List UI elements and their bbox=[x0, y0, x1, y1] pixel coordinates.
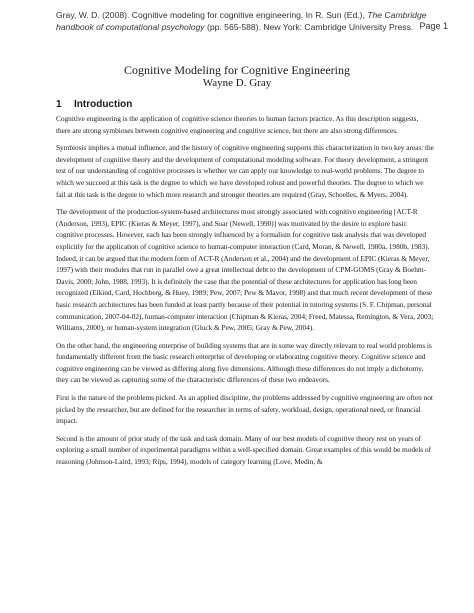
page-number: Page 1 bbox=[419, 21, 448, 31]
citation-text: Gray, W. D. (2008). Cognitive modeling for cognitive engineering. In R. Sun (Ed.), bbox=[56, 10, 368, 20]
paragraph: Symbiosis implies a mutual influence, and the history of cognitive engineering supports this characterization in two key areas: the development of cognitive theory and the development of computational modeling software. For theory development, a stringent test of our understanding of cognitive processes is whether we can apply our knowledge to real-world problems. The degree to which we succeed at this task is the degree to which we have developed robust and powerful theories. The degree to which we fail at this task is the degree to which more research and stronger theories are required (Gray, Schoelles, & Myers, 2004). bbox=[56, 143, 434, 199]
section-heading bbox=[56, 99, 132, 110]
paper-title: Cognitive Modeling for Cognitive Engineering bbox=[124, 63, 350, 77]
paper-author: Wayne D. Gray bbox=[202, 77, 272, 89]
section-number: 1 bbox=[56, 99, 62, 110]
body-text bbox=[56, 113, 434, 474]
paragraph: Second is the amount of prior study of the task and task domain. Many of our best models of cognitive theory rest on years of exploring a small number of experimental paradigms within a well-specified domain. Great examples of this would be models of reasoning (Johnson-Laird, 1993; Rips, 1994), models of category learning (Love, Medin, & bbox=[56, 433, 431, 467]
section-title: Introduction bbox=[74, 99, 133, 110]
citation-book-title: The Cambridge handbook of computational psychology bbox=[56, 10, 427, 32]
paragraph: First is the nature of the problems picked. As an applied discipline, the problems addressed by cognitive engineering are often not picked by the researcher, but are defined for the researcher in terms of safety, workload, design, operational need, or financial impact. bbox=[56, 393, 433, 426]
paragraph: On the other hand, the engineering enterprise of building systems that are in some way directly relevant to real world problems is fundamentally different from the basic research enterprise of developing or elaborating cognitive theory. Cognitive science and cognitive engineering can be viewed as differing along five dimensions. Although these differences do not imply a dichotomy, they can be viewed as capturing some of the characteristic differences of these two endeavors. bbox=[56, 340, 432, 385]
citation-publisher: (pp. 565-588). New York: Cambridge University Press. bbox=[204, 22, 414, 32]
paragraph: Cognitive engineering is the application of cognitive science theories to human factors practice. As this description suggests, there are strong symbioses between cognitive engineering and cognitive science, but there are also strong differences. bbox=[56, 114, 419, 135]
citation-header bbox=[56, 9, 448, 33]
paragraph: The development of the production-system-based architectures most strongly associated with cognitive engineering [ACT-R (Anderson, 1993), EPIC (Kieras & Meyer, 1997), and Soar (Newell, 1990)] was motivated by the desire to explore basic cognitive processes. However, each has been strongly influenced by a formalism for cognitive task analysis that was developed explicitly for the application of cognitive science to human-computer interaction (Card, Moran, & Newell, 1980a, 1980b, 1983). Indeed, it can be argued that the modern form of ACT-R (Anderson et al., 2004) and the development of EPIC (Kieras & Meyer, 1997) with their modules that run in parallel owe a great intellectual debt to the development of CPM-GOMS (Gray & Boehm-Davis, 2000; John, 1988, 1993). It is definitely the case that the potential of these architectures for application has long been recognized (Elkind, Card, Hochberg, & Huey, 1989; Pew, 2007; Pew & Mavor, 1998) and that much recent development of these basic research architectures has been funded at least partly because of their potential in tutoring systems (S. F. Chipman, personal communication, 2007-04-02), human-computer interaction (Chipman & Kieras, 2004; Freed, Matessa, Remington, & Vera, 2003; Williams, 2000), or human-system integration (Gluck & Pew, 2005; Gray & Pew, 2004). bbox=[56, 207, 434, 333]
